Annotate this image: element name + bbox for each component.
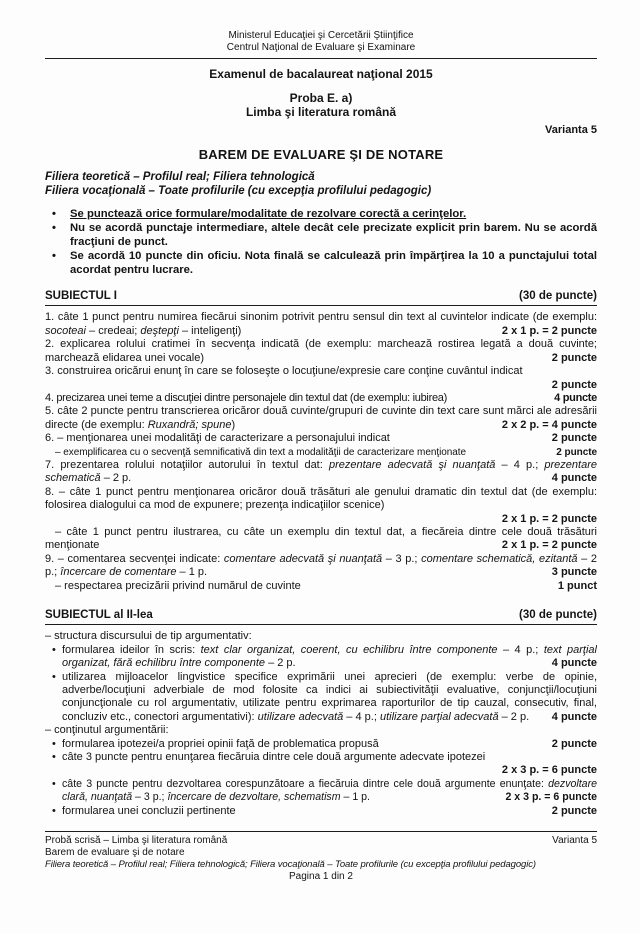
page-footer	[45, 831, 597, 883]
footer-proba-label: Probă scrisă – Limba şi literatura română	[45, 835, 228, 847]
s1-item-6b	[45, 446, 597, 459]
s1-item-5	[45, 405, 597, 432]
item-text: – 3 p.;	[382, 552, 422, 565]
s2-group-content: – conţinutul argumentării:	[45, 724, 169, 737]
item-criteria-italic: prezentare adecvată şi nuanţată	[328, 458, 496, 471]
s1-item-4	[45, 392, 597, 405]
s2-bullet-5	[45, 778, 597, 805]
section-1-points: (30 de puncte)	[519, 290, 597, 303]
item-criteria-italic: prezentare schematică	[45, 458, 597, 485]
rule-item-1	[45, 208, 597, 221]
item-text: – 3 p.;	[132, 791, 168, 804]
item-text: 9. – comentarea secvenţei indicate:	[45, 552, 224, 565]
item-text: – 4 p.;	[343, 710, 380, 723]
s2-bullet-2	[45, 671, 597, 725]
footer-filiera-label: Filiera teoretică – Profilul real; Filiera tehnologică; Filiera vocaţională – Toate profilurile (cu excepţia profilului pedagogic)	[45, 858, 536, 870]
rule-text-underlined: Se punctează orice formulare/modalitate de rezolvare corectă a cerinţelor.	[70, 208, 467, 221]
item-score: 2 puncte	[551, 737, 597, 750]
item-score: 4 puncte	[554, 391, 597, 404]
item-criteria-italic: încercare de dezvoltare, schematism	[167, 791, 341, 804]
s2-bullet-3	[45, 738, 597, 751]
s1-item-8a	[45, 486, 597, 513]
exam-title: Examenul de bacalaureat naţional 2015	[209, 67, 433, 81]
section-1-heading	[45, 290, 597, 306]
item-score: 4 puncte	[551, 657, 597, 670]
section-2-items	[45, 630, 597, 818]
item-score: 2 puncte	[551, 804, 597, 817]
item-score-line	[45, 764, 597, 777]
section-2-heading	[45, 609, 597, 625]
header-divider	[45, 58, 597, 59]
filiera-block	[45, 171, 597, 198]
item-text: 4. precizarea unei teme a discuţiei dintre personajele din textul dat (de exemplu: iubirea)	[45, 391, 447, 404]
item-text: câte 3 puncte pentru dezvoltarea corespunzătoare a fiecăruia dintre cele două argumente enunţate:	[62, 777, 549, 790]
s2-bullet-1	[45, 644, 597, 671]
item-score: 2 x 2 p. = 4 puncte	[501, 418, 597, 431]
s2-bullet-4	[45, 751, 597, 764]
item-score: 1 punct	[557, 579, 597, 592]
general-rules-list	[45, 208, 597, 277]
rule-item-2: • Nu se acordă punctaje intermediare, altele decât cele precizate explicit prin barem. Nu se acordă fracţiuni de punct.	[45, 222, 597, 249]
item-score: 4 puncte	[551, 472, 597, 485]
item-score: 3 puncte	[551, 566, 597, 579]
item-text: – 2 p.	[100, 472, 132, 485]
item-text: – 1 p.	[340, 791, 370, 804]
s1-item-7	[45, 459, 597, 486]
item-criteria-italic: text parţial organizat, fără echilibru între componente	[62, 643, 597, 670]
item-score: 4 puncte	[551, 710, 597, 723]
s1-item-1	[45, 311, 597, 338]
item-text: formularea unei concluzii pertinente	[62, 804, 236, 817]
item-text: – credeai;	[85, 324, 141, 337]
s1-item-3	[45, 365, 597, 378]
item-score: 2 puncte	[556, 446, 597, 458]
item-score: 2 x 1 p. = 2 puncte	[501, 512, 597, 525]
barem-title: BAREM DE EVALUARE ŞI DE NOTARE	[198, 146, 444, 162]
item-text: 6. – menţionarea unei modalităţi de caracterizare a personajului indicat	[45, 432, 390, 445]
item-example-italic: socoteai	[45, 324, 86, 337]
footer-page-number: Pagina 1 din 2	[289, 871, 353, 883]
item-example-italic: deştepţi	[140, 324, 179, 337]
item-criteria-italic: dezvoltare clară, nuanţată	[62, 777, 597, 804]
item-text: – 2 p.	[498, 710, 530, 723]
section-2-title: SUBIECTUL al II-lea	[45, 609, 153, 621]
item-score: 2 puncte	[551, 432, 597, 445]
item-text: – respectarea precizării privind numărul de cuvinte	[55, 579, 301, 592]
item-score: 2 x 1 p. = 2 puncte	[501, 539, 597, 552]
s1-item-9a	[45, 553, 597, 580]
item-criteria-italic: utilizare adecvată	[257, 710, 344, 723]
section-2-points: (30 de puncte)	[519, 609, 597, 621]
item-score-line	[45, 513, 597, 526]
item-score: 2 puncte	[551, 378, 597, 391]
item-text: 1. câte 1 punct pentru numirea fiecărui sinonim potrivit pentru sensul din text al cuvintelor indicate (de exemplu:	[45, 311, 597, 324]
footer-row-1	[45, 835, 597, 847]
item-criteria-italic: comentare adecvată şi nuanţată	[223, 552, 383, 565]
item-criteria-italic: text clar organizat, coerent, cu echilibru între componente	[200, 643, 498, 656]
item-text: – inteligenţi)	[178, 324, 242, 337]
item-score: 2 puncte	[551, 351, 597, 364]
item-text: – 1 p.	[176, 566, 208, 579]
footer-variant-label: Varianta 5	[552, 835, 597, 847]
item-text: – câte 1 punct pentru ilustrarea, cu câte un exemplu din textul dat, a fiecăreia dintre cele două trăsături menţionate	[45, 525, 597, 552]
proba-label: Proba E. a)	[289, 91, 353, 106]
s1-item-8b	[45, 526, 597, 553]
s2-bullet-6	[45, 805, 597, 818]
variant-label: Varianta 5	[545, 124, 597, 137]
item-text: – 4 p.;	[495, 458, 545, 471]
filiera-line-1: Filiera teoretică – Profilul real; Filiera tehnologică	[45, 171, 315, 184]
item-text: )	[231, 418, 236, 431]
item-score: 2 x 3 p. = 6 puncte	[501, 764, 597, 777]
item-text: 2. explicarea rolului cratimei în secvenţa indicată (de exemplu: marchează rostirea legată a două cuvinte; marchează elidarea unei vocale)	[45, 338, 597, 364]
item-score: 2 x 1 p. = 2 puncte	[501, 324, 597, 337]
item-text: utilizarea mijloacelor lingvistice specifice exprimării unei aprecieri (de exemplu: verbe de opinie, adverbe/locuţiuni adverbiale de mod folosite ca indici ai subiectivităţii evaluative, conjuncţii/locuţiuni conjuncţionale cu rol argumentativ, utilizate pentru exprimarea raporturilor de tip cauzal, consecutiv, final, concluziv etc., conectori argumentativi):	[62, 670, 597, 723]
s1-item-9b	[45, 580, 597, 593]
ministry-line-1: Ministerul Educaţiei şi Cercetării Ştiinţifice	[228, 30, 414, 41]
item-text: – exemplificarea cu o secvenţă semnificativă din text a modalităţii de caracterizare menţionate	[55, 446, 467, 458]
rule-item-3: • Se acordă 10 puncte din oficiu. Nota finală se calculează prin împărţirea la 10 a punctajului total acordat pentru lucrare.	[45, 250, 597, 277]
item-text: formularea ipotezei/a propriei opinii faţă de problematica propusă	[62, 737, 379, 750]
discipline-label: Limba şi literatura română	[245, 104, 397, 119]
s2-group-structure: – structura discursului de tip argumentativ:	[45, 630, 252, 643]
item-text: 7. prezentarea rolului notaţiilor autorului în textul dat:	[45, 458, 329, 471]
section-1-items	[45, 311, 597, 593]
item-criteria-italic: încercare de comentare	[60, 566, 177, 579]
item-example-italic: Ruxandră; spune	[147, 418, 232, 431]
item-text: 8. – câte 1 punct pentru menţionarea oricăror două trăsături ale genului dramatic din textul dat (de exemplu: folosirea dialogului ca mod de expunere; prezenţa indicaţiilor scenice)	[45, 485, 597, 512]
item-criteria-italic: comentare schematică, ezitantă	[421, 552, 578, 565]
item-text: câte 3 puncte pentru enunţarea fiecăruia dintre cele două argumente adecvate ipotezei	[62, 751, 486, 764]
item-score-line	[45, 379, 597, 392]
filiera-line-2: Filiera vocaţională – Toate profilurile (cu excepţia profilului pedagogic)	[45, 184, 432, 197]
ministry-line-2: Centrul Naţional de Evaluare şi Examinare	[226, 41, 416, 53]
item-score: 2 x 3 p. = 6 puncte	[505, 791, 597, 804]
item-text: – 2 p.	[265, 657, 296, 670]
section-1-title: SUBIECTUL I	[45, 290, 117, 303]
item-text: 5. câte 2 puncte pentru transcrierea oricăror două cuvinte/grupuri de cuvinte din text care sunt mărci ale adresării directe (de exemplu:	[45, 405, 597, 431]
item-text: – 4 p.;	[497, 643, 544, 656]
item-criteria-italic: utilizare parţial adecvată	[379, 710, 499, 723]
s1-item-2	[45, 338, 597, 365]
item-text: 3. construirea oricărui enunţ în care se foloseşte o locuţiune/expresie care conţine cuvântul indicat	[45, 365, 523, 378]
footer-barem-label: Barem de evaluare şi de notare	[45, 846, 185, 858]
item-text: – 2 p.;	[45, 552, 597, 579]
item-text: formularea ideilor în scris:	[62, 643, 201, 656]
s1-item-6a	[45, 432, 597, 445]
